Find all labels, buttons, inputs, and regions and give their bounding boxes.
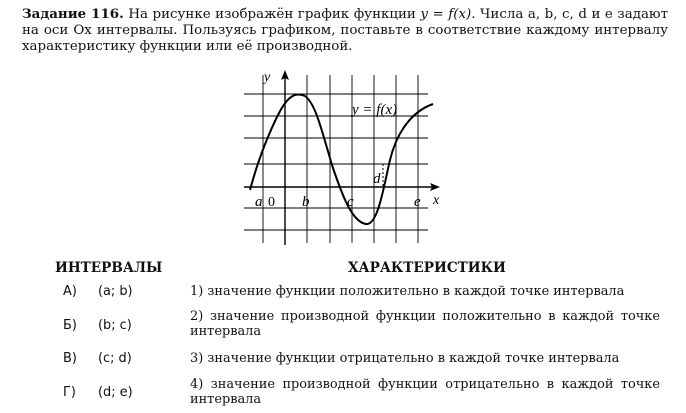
origin-label: 0 xyxy=(268,195,275,210)
row-interval: (c; d) xyxy=(98,351,132,366)
row-characteristic: 1) значение функции положительно в каждой точке интервала xyxy=(190,284,625,299)
row-letter: А) xyxy=(63,284,77,299)
row-characteristic: 4) значение производной функции отрицательно в каждой точке интервала xyxy=(190,377,660,407)
task-text-before: На рисунке изображён график функции xyxy=(128,7,416,22)
point-label-d: d xyxy=(373,171,381,187)
row-letter: Б) xyxy=(63,318,77,333)
point-label-c: c xyxy=(347,194,354,210)
task-text-after: . Числа a, b, c, d и e задают на оси Ох интервалы. Пользуясь графиком, поставьте в соответствие каждому интервалу характеристику функции или её производной. xyxy=(22,7,668,54)
point-label-e: e xyxy=(414,194,421,210)
row-characteristic: 2) значение производной функции положительно в каждой точке интервала xyxy=(190,309,660,339)
curve-label: y = f(x) xyxy=(352,102,398,118)
row-interval: (a; b) xyxy=(98,284,133,299)
row-interval: (d; e) xyxy=(98,385,133,400)
function-curve xyxy=(250,94,433,224)
y-axis-label: y xyxy=(264,70,271,85)
row-interval: (b; c) xyxy=(98,318,132,333)
grid xyxy=(244,75,428,243)
row-characteristic: 3) значение функции отрицательно в каждой точке интервала xyxy=(190,351,620,366)
row-letter: В) xyxy=(63,351,77,366)
point-label-a: a xyxy=(255,194,263,210)
x-axis-label: x xyxy=(433,193,440,208)
row-letter: Г) xyxy=(63,385,76,400)
point-label-b: b xyxy=(302,194,310,210)
function-notation: y = f(x) xyxy=(420,7,472,22)
intervals-header: ИНТЕРВАЛЫ xyxy=(55,260,163,276)
task-label: Задание 116. xyxy=(22,6,124,22)
characteristics-header: ХАРАКТЕРИСТИКИ xyxy=(348,260,506,276)
